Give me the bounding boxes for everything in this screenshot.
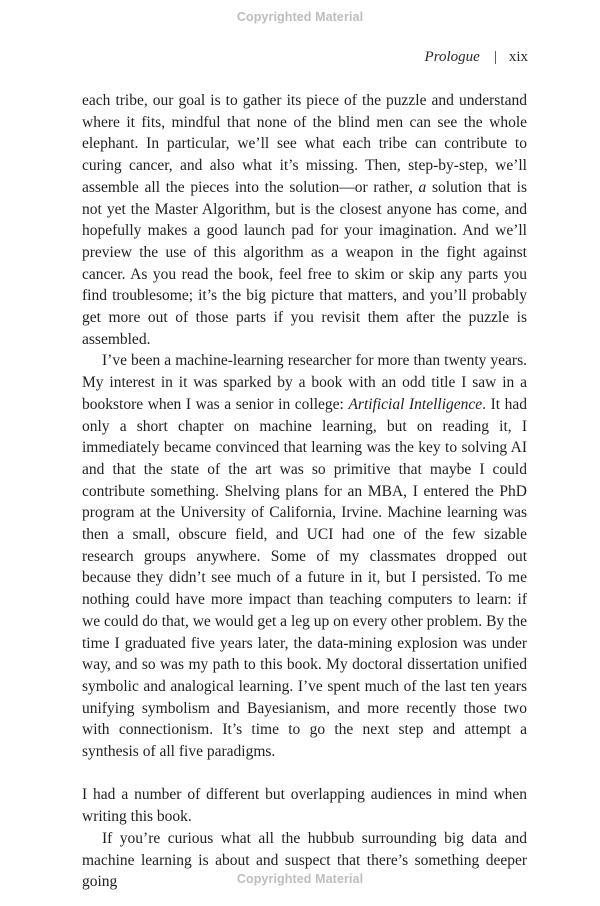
book-title-emphasis: Artificial Intelligence xyxy=(348,395,483,413)
copyright-watermark-top: Copyrighted Material xyxy=(236,10,364,24)
emphasis-a: a xyxy=(418,178,427,196)
text-run: each tribe, our goal is to gather its piece of the puzzle and understand where it fits, mindful that none of the blind men can see the whole elephant. In particular, we’ll see what each tribe can contribute to curing cancer, and also what it’s missing. Then, step-by-step, we’ll assemble all the pieces into the solution—or rather, xyxy=(82,92,527,196)
copyright-watermark-bottom: Copyrighted Material xyxy=(236,872,364,886)
header-separator: | xyxy=(493,49,497,65)
section-title: Prologue xyxy=(424,49,480,65)
page-number: xix xyxy=(508,49,528,65)
text-run: I’ve been a machine-learning researcher for more than twenty years. My interest in it was sparked by a book with an odd title I saw in a bookstore when I was a senior in college: xyxy=(82,352,527,413)
paragraph-curious: If you’re curious what all the hubbub surrounding big data and machine learning is about and suspect that there’s something deeper going xyxy=(82,829,527,891)
paragraph-continued xyxy=(82,90,527,350)
body-text xyxy=(82,90,527,893)
running-header xyxy=(425,49,528,66)
paragraph-audiences: I had a number of different but overlapping audiences in mind when writing this book. xyxy=(82,786,527,826)
text-run: solution that is not yet the Master Algorithm, but is the closest anyone has come, and hopefully makes a good launch pad for your imagination. And we’ll preview the use of this algorithm as a weapon in the fight against cancer. As you read the book, feel free to skim or skip any parts you find troublesome; it’s the big picture that matters, and you’ll probably get more out of those parts if you revisit them after the puzzle is assembled. xyxy=(82,178,527,348)
text-run: . It had only a short chapter on machine learning, but on reading it, I immediately became convinced that learning was the key to solving AI and that the state of the art was so primitive that maybe I could contribute something. Shelving plans for an MBA, I entered the PhD program at the University of California, Irvine. Machine learning was then a small, obscure field, and UCI had one of the few sizable research groups anywhere. Some of my classmates dropped out because they didn’t see much of a future in it, but I persisted. To me nothing could have more impact than teaching computers to learn: if we could do that, we would get a leg up on every other problem. By the time I graduated five years later, the data-mining explosion was under way, and so was my path to this book. My doctoral dissertation unified symbolic and analogical learning. I’ve spent much of the last ten years unifying symbolism and Bayesianism, and more recently those two with connectionism. It’s time to go the next step and attempt a synthesis of all five paradigms. xyxy=(82,395,528,761)
paragraph-researcher xyxy=(82,350,527,762)
